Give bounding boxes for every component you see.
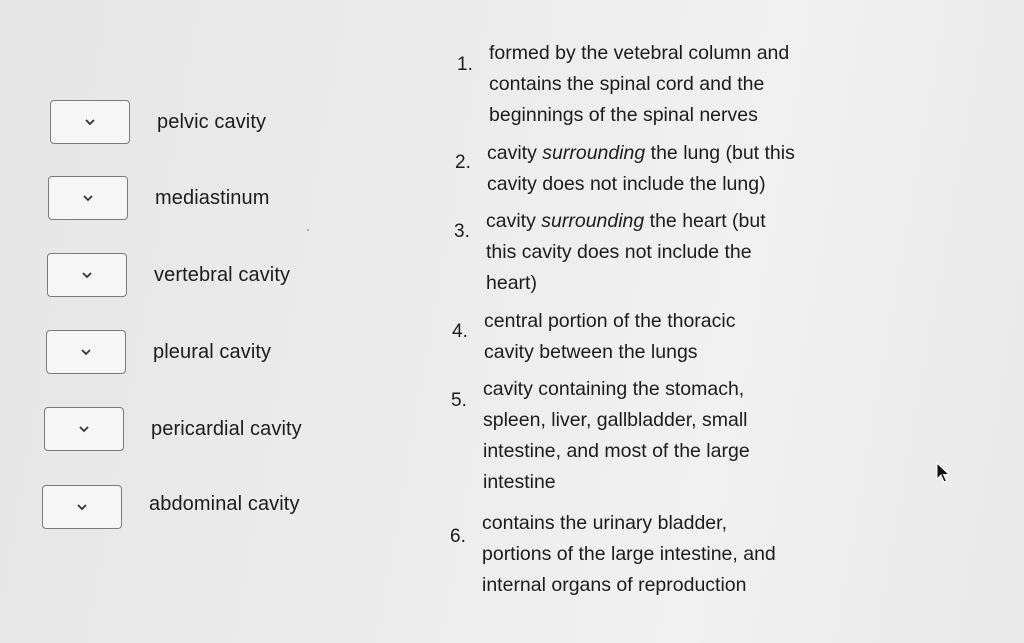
definition-line: cavity containing the stomach, bbox=[483, 378, 745, 400]
definition-text bbox=[487, 138, 795, 200]
definition-line: portions of the large intestine, and bbox=[482, 543, 776, 565]
term-row-mediastinum bbox=[48, 176, 269, 220]
definition-line: internal organs of reproduction bbox=[482, 574, 747, 596]
term-row-pericardial-cavity bbox=[44, 407, 302, 451]
definition-text bbox=[489, 38, 789, 131]
vertebral-cavity-dropdown[interactable] bbox=[47, 253, 127, 297]
pelvic-cavity-dropdown[interactable] bbox=[50, 100, 130, 144]
definition-line: cavity does not include the lung) bbox=[487, 173, 766, 195]
chevron-down-icon bbox=[81, 348, 92, 356]
definition-line-start: cavity bbox=[486, 210, 542, 232]
term-label: mediastinum bbox=[155, 186, 270, 209]
definition-line bbox=[487, 138, 795, 169]
term-label: abdominal cavity bbox=[149, 492, 300, 515]
definition-2 bbox=[455, 138, 795, 200]
chevron-down-icon bbox=[85, 118, 96, 126]
term-label: vertebral cavity bbox=[154, 263, 291, 286]
definition-line: central portion of the thoracic bbox=[484, 310, 736, 332]
definition-3 bbox=[454, 206, 766, 299]
definition-5 bbox=[451, 374, 750, 498]
definition-line: beginnings of the spinal nerves bbox=[489, 104, 758, 126]
chevron-down-icon bbox=[79, 425, 90, 433]
definition-line: contains the spinal cord and the bbox=[489, 73, 765, 95]
chevron-down-icon bbox=[83, 194, 94, 202]
definition-line: spleen, liver, gallbladder, small bbox=[483, 409, 748, 431]
definition-line: intestine, and most of the large bbox=[483, 440, 750, 462]
term-row-vertebral-cavity bbox=[47, 253, 290, 297]
definition-number: 6. bbox=[450, 526, 466, 547]
stray-dot bbox=[307, 229, 309, 231]
definition-text bbox=[482, 508, 776, 601]
mediastinum-dropdown[interactable] bbox=[48, 176, 128, 220]
term-row-pleural-cavity bbox=[46, 330, 271, 374]
term-label: pericardial cavity bbox=[151, 417, 302, 440]
definition-text bbox=[483, 374, 750, 498]
emphasized-word: surrounding bbox=[541, 210, 645, 232]
mouse-cursor-icon bbox=[936, 462, 950, 484]
definition-line: formed by the vetebral column and bbox=[489, 42, 790, 64]
chevron-down-icon bbox=[77, 503, 88, 511]
definition-line: this cavity does not include the bbox=[486, 241, 752, 263]
definition-text bbox=[486, 206, 766, 299]
term-row-abdominal-cavity bbox=[42, 485, 300, 529]
definition-number: 1. bbox=[457, 54, 473, 75]
definition-number: 4. bbox=[452, 321, 468, 342]
definition-line-end: the lung (but this bbox=[645, 142, 795, 164]
chevron-down-icon bbox=[82, 271, 93, 279]
abdominal-cavity-dropdown[interactable] bbox=[42, 485, 122, 529]
term-label: pleural cavity bbox=[153, 340, 272, 363]
definition-line-start: cavity bbox=[487, 142, 543, 164]
definition-line: intestine bbox=[483, 471, 556, 493]
pleural-cavity-dropdown[interactable] bbox=[46, 330, 126, 374]
term-label: pelvic cavity bbox=[157, 110, 267, 133]
definition-line: contains the urinary bladder, bbox=[482, 512, 727, 534]
term-row-pelvic-cavity bbox=[50, 100, 266, 144]
definition-4 bbox=[452, 306, 735, 368]
pericardial-cavity-dropdown[interactable] bbox=[44, 407, 124, 451]
definition-line: cavity between the lungs bbox=[484, 341, 698, 363]
definition-line bbox=[486, 206, 766, 237]
definition-1 bbox=[457, 38, 789, 131]
definition-line-end: the heart (but bbox=[644, 210, 766, 232]
definition-number: 5. bbox=[451, 390, 467, 411]
definition-6 bbox=[450, 508, 776, 601]
definition-line: heart) bbox=[486, 272, 537, 294]
definition-number: 3. bbox=[454, 221, 470, 242]
emphasized-word: surrounding bbox=[542, 142, 646, 164]
definition-number: 2. bbox=[455, 152, 471, 173]
definition-text bbox=[484, 306, 735, 368]
